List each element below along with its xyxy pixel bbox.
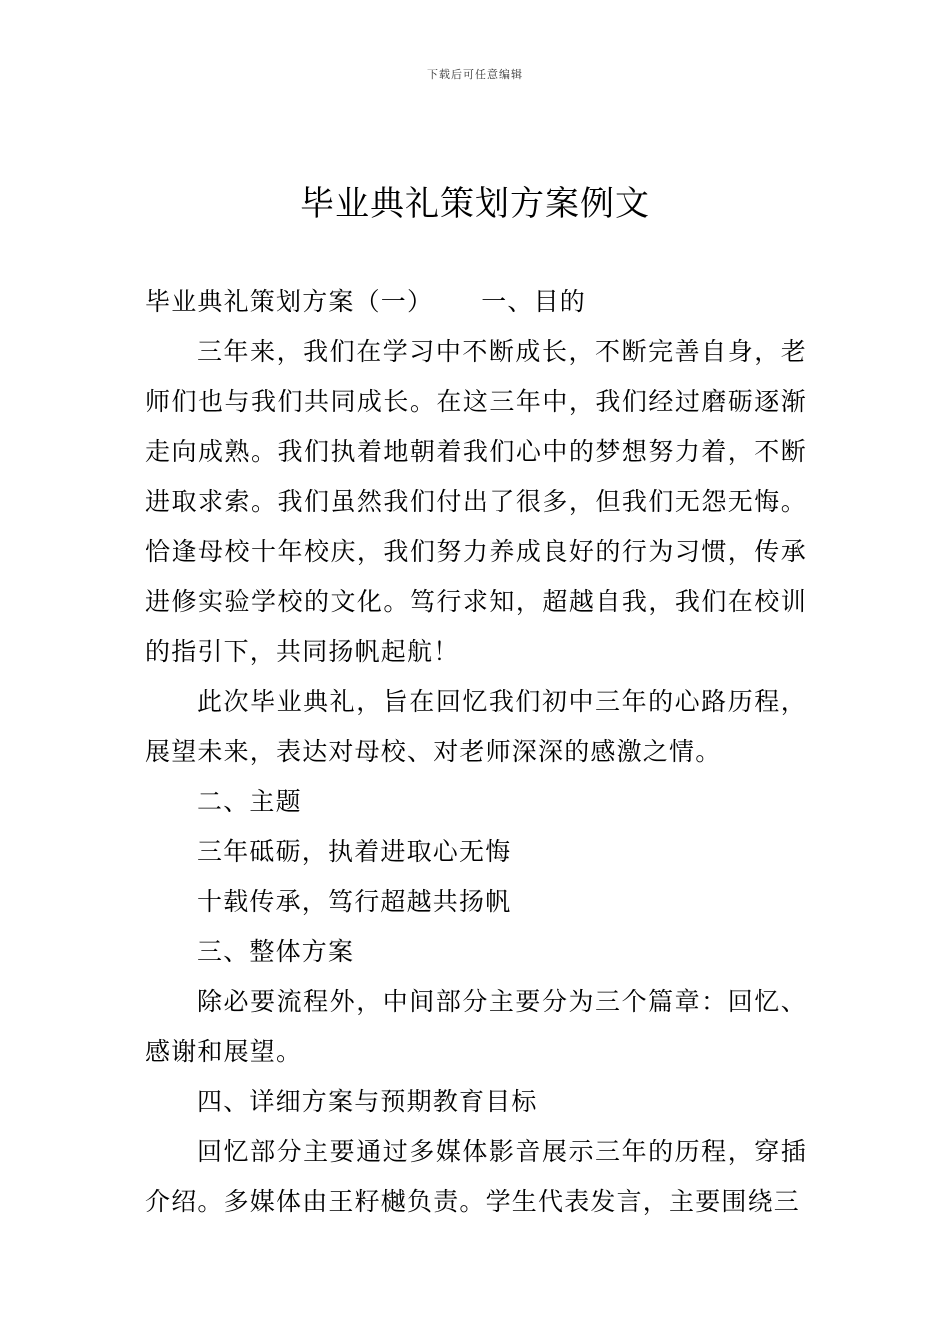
document-body (145, 277, 807, 1227)
section-item-purpose: 一、目的 (481, 287, 587, 316)
heading-overall-plan: 三、整体方案 (197, 937, 355, 966)
section-heading: 毕业典礼策划方案（一） (145, 287, 434, 316)
page-header-note: 下载后可任意编辑 (427, 68, 523, 81)
heading-detailed-plan: 四、详细方案与预期教育目标 (197, 1087, 538, 1116)
section-heading-line (145, 277, 807, 327)
paragraph-purpose: 三年来，我们在学习中不断成长，不断完善自身，老师们也与我们共同成长。在这三年中，我们经过磨砺逐渐走向成熟。我们执着地朝着我们心中的梦想努力着，不断进取求索。我们虽然我们付出了很多，但我们无怨无悔。恰逢母校十年校庆，我们努力养成良好的行为习惯，传承进修实验学校的文化。笃行求知，超越自我，我们在校训的指引下，共同扬帆起航！ (145, 337, 807, 666)
paragraph-goal: 此次毕业典礼，旨在回忆我们初中三年的心路历程，展望未来，表达对母校、对老师深深的感激之情。 (145, 687, 807, 766)
paragraph-overall-plan: 除必要流程外，中间部分主要分为三个篇章：回忆、感谢和展望。 (145, 987, 807, 1066)
heading-theme: 二、主题 (197, 787, 302, 816)
theme-line-2: 十载传承，笃行超越共扬帆 (197, 887, 512, 916)
theme-line-1: 三年砥砺，执着进取心无悔 (197, 837, 512, 866)
document-title: 毕业典礼策划方案例文 (300, 184, 650, 224)
paragraph-detailed-plan: 回忆部分主要通过多媒体影音展示三年的历程，穿插介绍。多媒体由王籽樾负责。学生代表发言，主要围绕三 (145, 1137, 807, 1216)
